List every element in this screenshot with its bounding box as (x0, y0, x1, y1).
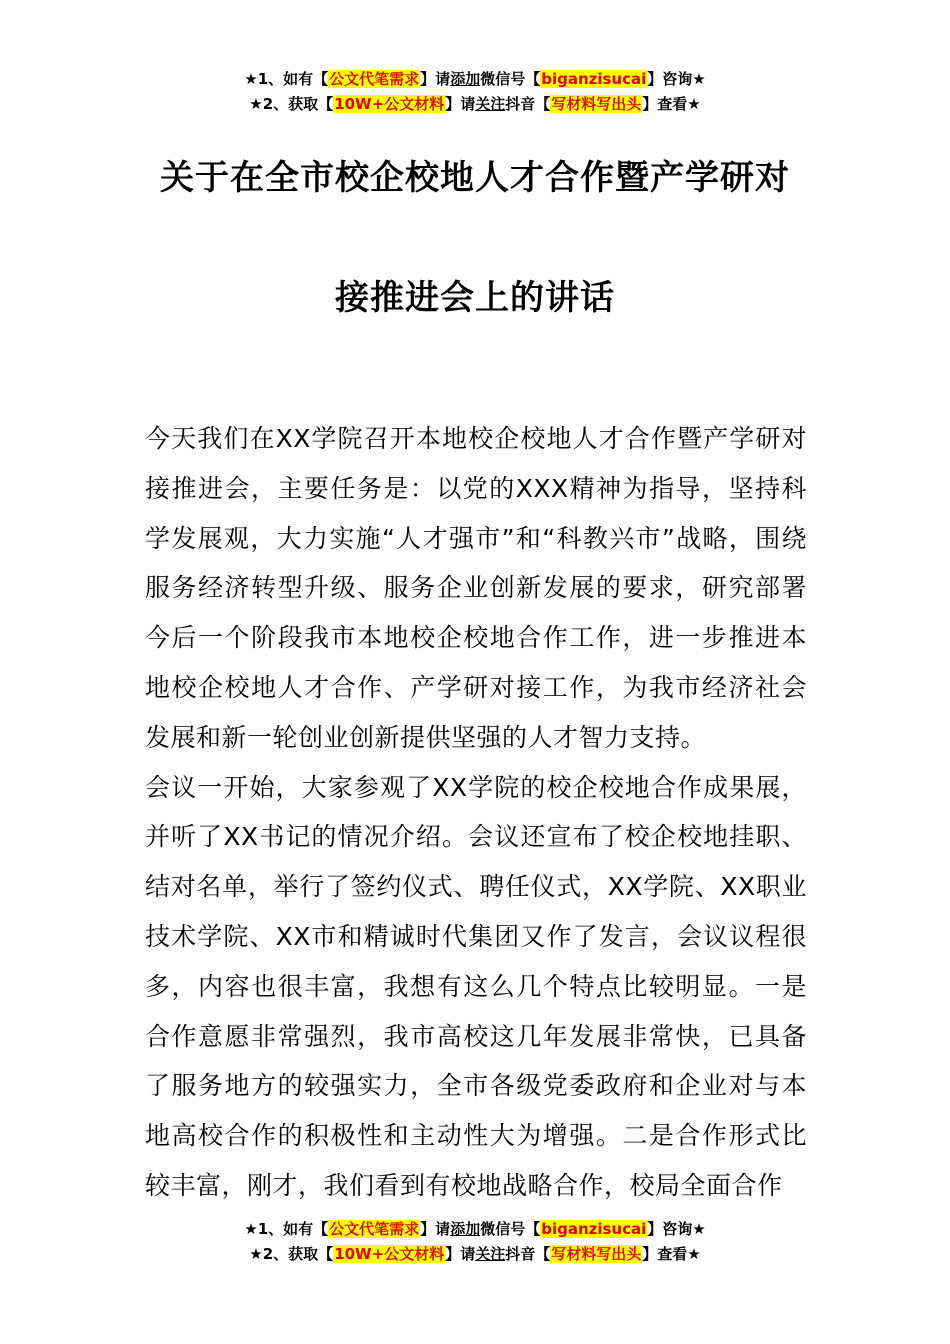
document-title-line-1: 关于在全市校企校地人才合作暨产学研对 (160, 158, 790, 198)
top-banner (0, 67, 950, 117)
banner-text: 抖音【 (505, 1245, 551, 1263)
banner-highlight: 公文代笔需求 (329, 70, 420, 88)
banner-text: ★2、获取【 (249, 1245, 334, 1263)
banner-text: 】查看★ (642, 95, 701, 113)
banner-highlight: biganzisucai (541, 1220, 647, 1238)
banner-text: 】请 (445, 1245, 476, 1263)
banner-text: 】请 (420, 1220, 451, 1238)
banner-text: 】咨询★ (647, 1220, 706, 1238)
banner-highlight: 10W+公文材料 (334, 1245, 445, 1263)
paragraph: 今天我们在XX学院召开本地校企校地人才合作暨产学研对接推进会，主要任务是：以党的XXX精神为指导，坚持科学发展观，大力实施“人才强市”和“科教兴市”战略，围绕服务经济转型升级、服务企业创新发展的要求，研究部署今后一个阶段我市本地校企校地合作工作，进一步推进本地校企校地人才合作、产学研对接工作，为我市经济社会发展和新一轮创业创新提供坚强的人才智力支持。 (145, 424, 807, 752)
banner-highlight: biganzisucai (541, 70, 647, 88)
document-body (145, 414, 807, 1211)
banner-highlight: 写材料写出头 (551, 95, 642, 113)
banner-line-2 (0, 1242, 950, 1267)
banner-text: ★2、获取【 (249, 95, 334, 113)
banner-emphasis: 添加 (450, 70, 481, 88)
banner-highlight: 10W+公文材料 (334, 95, 445, 113)
banner-text: ★1、如有【 (244, 1220, 329, 1238)
banner-text: 】咨询★ (647, 70, 706, 88)
banner-highlight: 公文代笔需求 (329, 1220, 420, 1238)
banner-line-1 (0, 1217, 950, 1242)
banner-emphasis: 关注 (475, 1245, 506, 1263)
bottom-banner (0, 1217, 950, 1267)
banner-text: 】查看★ (642, 1245, 701, 1263)
document-title-line-2: 接推进会上的讲话 (335, 278, 615, 318)
banner-text: ★1、如有【 (244, 70, 329, 88)
banner-text: 抖音【 (505, 95, 551, 113)
banner-emphasis: 关注 (475, 95, 506, 113)
banner-line-2 (0, 92, 950, 117)
banner-text: 微信号【 (480, 1220, 541, 1238)
banner-emphasis: 添加 (450, 1220, 481, 1238)
paragraph: 会议一开始，大家参观了XX学院的校企校地合作成果展，并听了XX书记的情况介绍。会议还宣布了校企校地挂职、结对名单，举行了签约仪式、聘任仪式，XX学院、XX职业技术学院、XX市和精诚时代集团又作了发言，会议议程很多，内容也很丰富，我想有这么几个特点比较明显。一是合作意愿非常强烈，我市高校这几年发展非常快，已具备了服务地方的较强实力，全市各级党委政府和企业对与本地高校合作的积极性和主动性大为增强。二是合作形式比较丰富，刚才，我们看到有校地战略合作，校局全面合作 (145, 772, 807, 1200)
banner-text: 】请 (420, 70, 451, 88)
banner-highlight: 写材料写出头 (551, 1245, 642, 1263)
banner-line-1 (0, 67, 950, 92)
banner-text: 微信号【 (480, 70, 541, 88)
banner-text: 】请 (445, 95, 476, 113)
